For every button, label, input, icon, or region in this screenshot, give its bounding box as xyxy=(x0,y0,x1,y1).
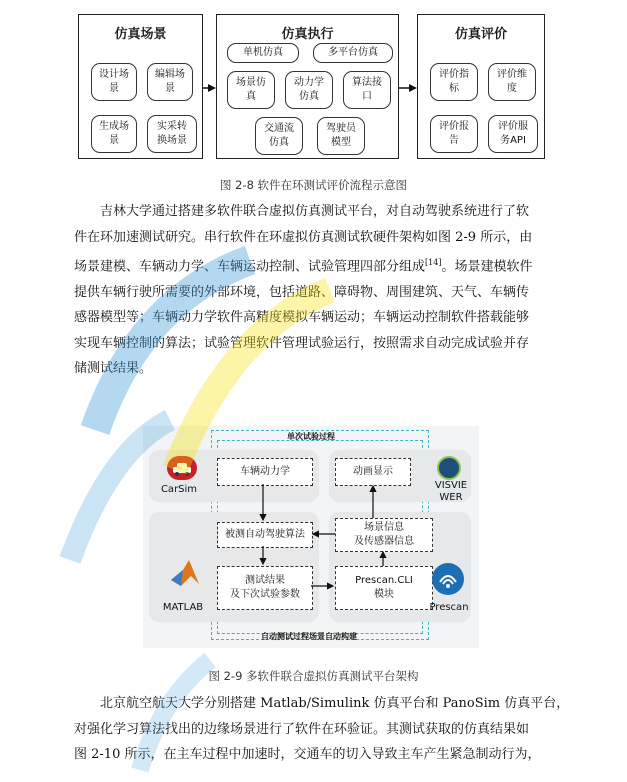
box-test-results: 测试结果 及下次试验参数 xyxy=(217,566,313,610)
text-line: 感器模型等；车辆动力学软件高精度模拟车辆运动；车辆运动控制软件搭载能够 xyxy=(74,310,530,326)
box-traffic-sim: 交通流 仿真 xyxy=(255,117,303,155)
box-eval-report: 评价报 告 xyxy=(430,115,478,153)
figure1-arrows xyxy=(0,0,627,170)
text-line: 吉林大学通过搭建多软件联合虚拟仿真测试平台，对自动驾驶系统进行了软 xyxy=(100,204,530,219)
carsim-label: CarSim xyxy=(160,484,198,495)
text-line: 对强化学习算法找出的边缘场景进行了软件在环验证。其测试获取的仿真结果如 xyxy=(74,721,530,737)
figure1-caption: 图 2-8 软件在环测试评价流程示意图 xyxy=(219,178,408,192)
visviewer-label: VISVIE WER xyxy=(434,480,468,503)
figure2-caption: 图 2-9 多软件联合虚拟仿真测试平台架构 xyxy=(208,669,419,683)
text-line: 图 2-10 所示，在主车过程中加速时，交通车的切入导致主车产生紧急制动行为， xyxy=(74,747,541,762)
text-line: 件在环加速测试研究。串行软件在环虚拟仿真测试软硬件架构如图 2-9 所示，由 xyxy=(74,229,533,245)
box-generate-scene: 生成场 景 xyxy=(91,115,137,153)
matlab-label: MATLAB xyxy=(162,602,204,613)
paragraph-1 xyxy=(74,199,548,382)
label-single-test: 单次试验过程 xyxy=(287,432,335,441)
box-algo-interface: 算法接 口 xyxy=(343,71,391,109)
box-animation: 动画显示 xyxy=(335,458,411,486)
text-line: 储测试结果。 xyxy=(74,361,153,377)
panel-title: 仿真评价 xyxy=(454,27,507,42)
box-eval-dimension: 评价维 度 xyxy=(488,63,536,101)
box-eval-metrics: 评价指 标 xyxy=(430,63,478,101)
box-prescan-cli: Prescan.CLI 模块 xyxy=(335,566,433,610)
box-multi-sim: 多平台仿真 xyxy=(313,43,393,63)
prescan-label: Prescan xyxy=(429,602,469,613)
text-line xyxy=(74,250,548,280)
box-convert-scene: 实采转 换场景 xyxy=(147,115,197,153)
panel-title: 仿真场景 xyxy=(114,27,167,42)
box-edit-scene: 编辑场 景 xyxy=(147,63,193,101)
arrowhead xyxy=(409,84,417,92)
box-design-scene: 设计场 景 xyxy=(91,63,137,101)
label-auto-test: 自动测试过程场景自动构建 xyxy=(261,632,357,641)
text-line: 实现车辆控制的算法；试验管理软件管理试验运行，按照需求自动完成试验并存 xyxy=(74,335,530,351)
figure2-arrows xyxy=(143,426,479,648)
box-scene-sensor-info: 场景信息 及传感器信息 xyxy=(335,518,433,552)
figure2-diagram xyxy=(143,426,479,648)
box-scene-sim: 场景仿 真 xyxy=(227,71,275,109)
text-fragment: 场景建模、车辆动力学、车辆运动控制、试验管理四部分组成 xyxy=(74,259,426,275)
box-ad-algorithm: 被测自动驾驶算法 xyxy=(217,522,313,548)
panel-title: 仿真执行 xyxy=(281,27,334,42)
arrowhead xyxy=(208,84,216,92)
box-single-sim: 单机仿真 xyxy=(227,43,299,63)
box-vehicle-dynamics: 车辆动力学 xyxy=(217,458,313,486)
citation: [14] xyxy=(425,258,442,267)
box-driver-model: 驾驶员 模型 xyxy=(317,117,365,155)
box-eval-api: 评价服 务API xyxy=(488,115,538,153)
text-fragment: 。场景建模软件 xyxy=(441,259,533,275)
box-dynamics-sim: 动力学 仿真 xyxy=(285,71,333,109)
text-line: 北京航空航天大学分别搭建 Matlab/Simulink 仿真平台和 PanoSim 仿真平台， xyxy=(100,696,570,711)
paragraph-2 xyxy=(74,691,570,768)
text-line: 提供车辆行驶所需要的外部环境，包括道路、障碍物、周围建筑、天气、车辆传 xyxy=(74,284,530,300)
